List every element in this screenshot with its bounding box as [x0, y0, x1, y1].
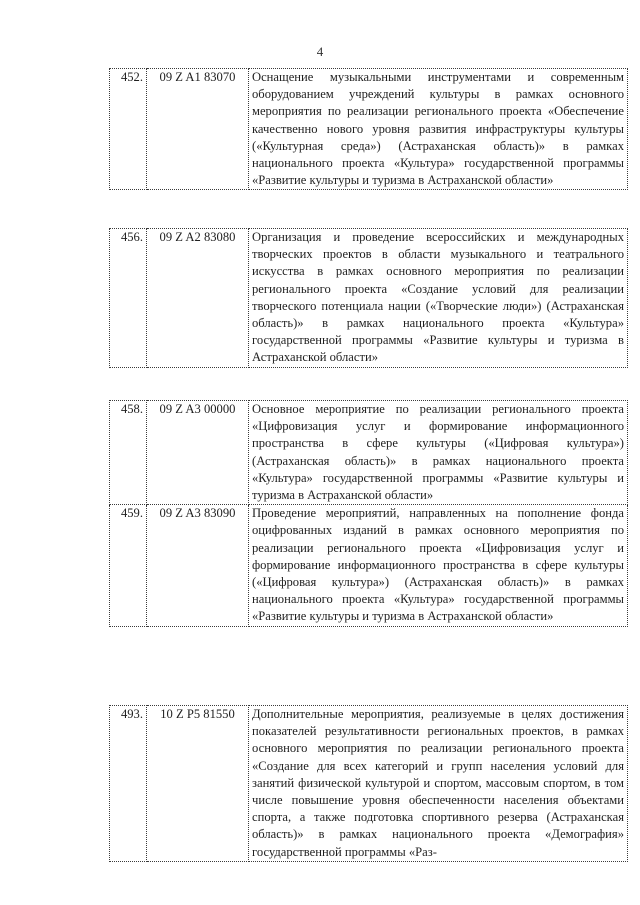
row-description: Организация и проведение всероссийских и международных творческих проектов в области музыкального и театрального искусства в рамках основного мероприятия по реализации регионального проекта «Создание условий для реализации творческого потенциала нации («Творческие люди») (Астраханская область)» в рамках национального проекта «Культура» государственной программы «Развитие культуры и туризма в Астраханской области» [249, 229, 628, 368]
page-number: 4 [316, 44, 324, 59]
budget-code: 09 Z A3 00000 [147, 401, 249, 505]
budget-code: 10 Z P5 81550 [147, 706, 249, 862]
budget-code: 09 Z A2 83080 [147, 229, 249, 368]
row-number: 459. [110, 505, 147, 626]
budget-table-block [109, 400, 628, 627]
budget-table-block [109, 705, 628, 862]
row-description: Основное мероприятие по реализации регионального проекта «Цифровизация услуг и формирование информационного пространства в сфере культуры («Цифровая культура») (Астраханская область)» в рамках национального проекта «Культура» государственной программы «Развитие культуры и туризма в Астраханской области» [249, 401, 628, 505]
budget-table-block [109, 68, 628, 190]
table-row [110, 401, 628, 505]
row-number: 458. [110, 401, 147, 505]
table-row [110, 229, 628, 368]
budget-code: 09 Z A3 83090 [147, 505, 249, 626]
row-description: Дополнительные мероприятия, реализуемые в целях достижения показателей результативности региональных проектов, в рамках основного мероприятия по реализации регионального проекта «Создание для всех категорий и групп населения условий для занятий физической культурой и спортом, массовым спортом, в том числе повышение уровня обеспеченности населения объектами спорта, а также подготовка спортивного резерва (Астраханская область)» в рамках национального проекта «Демография» государственной программы «Раз- [249, 706, 628, 862]
row-number: 493. [110, 706, 147, 862]
budget-table-block [109, 228, 628, 368]
row-number: 452. [110, 69, 147, 190]
table-row [110, 505, 628, 626]
row-description: Оснащение музыкальными инструментами и современным оборудованием учреждений культуры в рамках основного мероприятия по реализации регионального проекта «Обеспечение качественно нового уровня развития инфраструктуры культуры («Культурная среда») (Астраханская область)» в рамках национального проекта «Культура» государственной программы «Развитие культуры и туризма в Астраханской области» [249, 69, 628, 190]
table-row [110, 706, 628, 862]
row-number: 456. [110, 229, 147, 368]
row-description: Проведение мероприятий, направленных на пополнение фонда оцифрованных изданий в рамках основного мероприятия по реализации регионального проекта «Цифровизация услуг и формирование информационного пространства в сфере культуры («Цифровая культура») (Астраханская область)» в рамках национального проекта «Культура» государственной программы «Развитие культуры и туризма в Астраханской области» [249, 505, 628, 626]
budget-code: 09 Z A1 83070 [147, 69, 249, 190]
table-row [110, 69, 628, 190]
